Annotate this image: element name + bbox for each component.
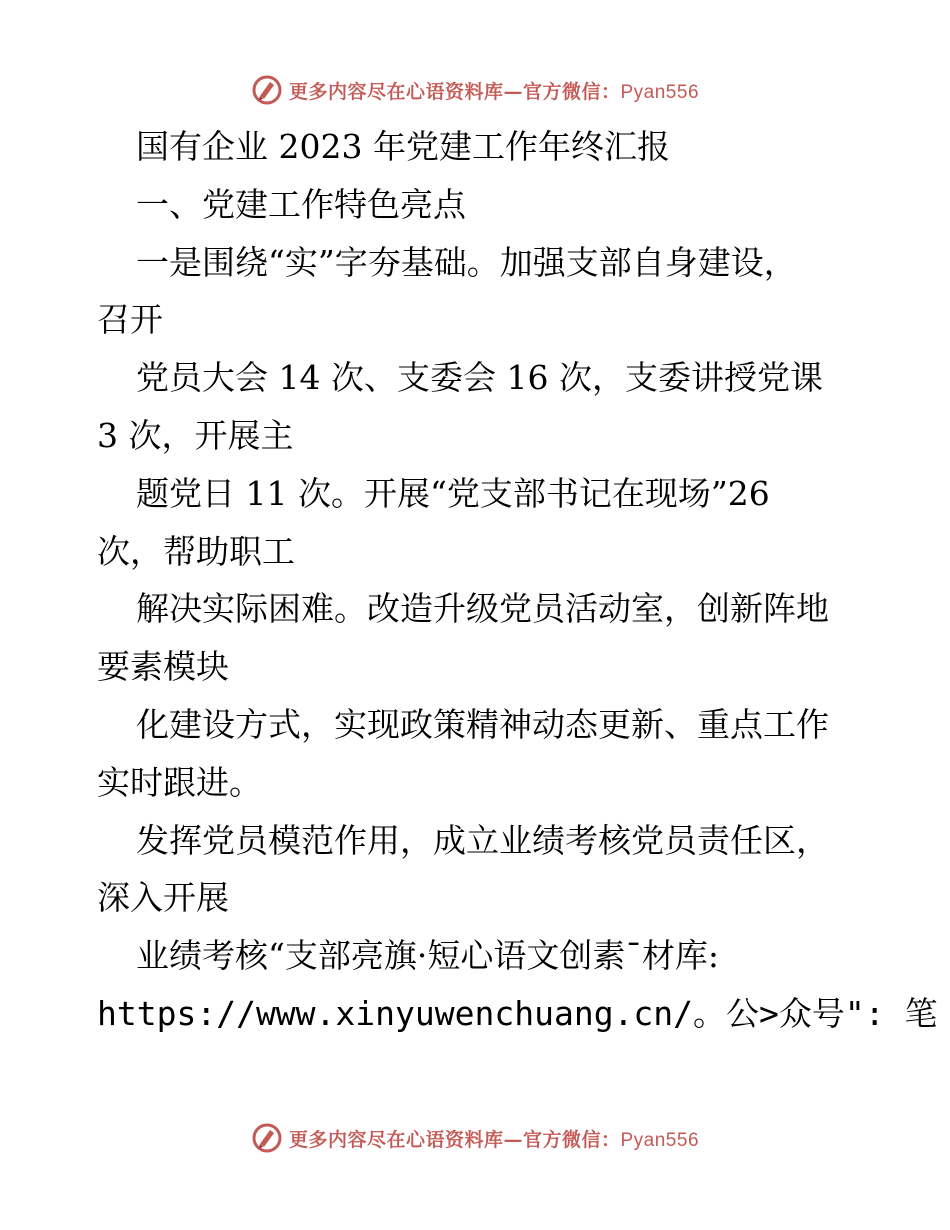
paragraph-line: 发挥党员模范作用，成立业绩考核党员责任区， <box>136 820 829 860</box>
watermark-contact: 官方微信： <box>522 80 621 103</box>
document-title: 国有企业 2023 年党建工作年终汇报 <box>136 127 670 166</box>
paragraph-line: 3 次，开展主 <box>97 415 294 455</box>
paragraph-line: 次，帮助职工 <box>97 531 295 571</box>
watermark-banner-bottom <box>0 1118 950 1158</box>
paragraph-line: 一是围绕“实”字夯基础。加强支部自身建设， <box>136 242 797 282</box>
watermark-brand: 更多内容尽在心语资料库 <box>288 80 504 103</box>
watermark-text <box>289 1125 699 1152</box>
paragraph-line: 解决实际困难。改造升级党员活动室，创新阵地 <box>136 589 829 629</box>
paragraph-line-url: https://www.xinyuwenchuang.cn/。公>众号": 笔 <box>97 993 938 1033</box>
paragraph-line: 实时跟进。 <box>97 762 262 802</box>
watermark-separator: — <box>503 1128 523 1151</box>
watermark-contact-id: Pyan556 <box>620 81 700 103</box>
paragraph-line: 题党日 11 次。开展“党支部书记在现场”26 <box>136 473 770 513</box>
watermark-brand: 更多内容尽在心语资料库 <box>288 1128 504 1151</box>
watermark-text <box>289 77 699 104</box>
paragraph-line: 业绩考核“支部亮旗·短心语文创素¯材库: <box>136 936 719 976</box>
paragraph-line: 深入开展 <box>97 878 229 918</box>
document-body <box>97 118 938 1043</box>
watermark-banner-top <box>0 70 950 110</box>
watermark-separator: — <box>503 80 523 103</box>
watermark-contact: 官方微信： <box>522 1128 621 1151</box>
watermark-contact-id: Pyan556 <box>620 1129 700 1151</box>
brand-logo-icon <box>251 1122 283 1154</box>
paragraph-line: 化建设方式，实现政策精神动态更新、重点工作 <box>136 704 829 744</box>
brand-logo-icon <box>251 74 283 106</box>
paragraph-line: 召开 <box>97 300 163 340</box>
paragraph-line: 要素模块 <box>97 647 229 687</box>
section-heading: 一、党建工作特色亮点 <box>136 184 466 224</box>
paragraph-line: 党员大会 14 次、支委会 16 次，支委讲授党课 <box>136 358 823 398</box>
